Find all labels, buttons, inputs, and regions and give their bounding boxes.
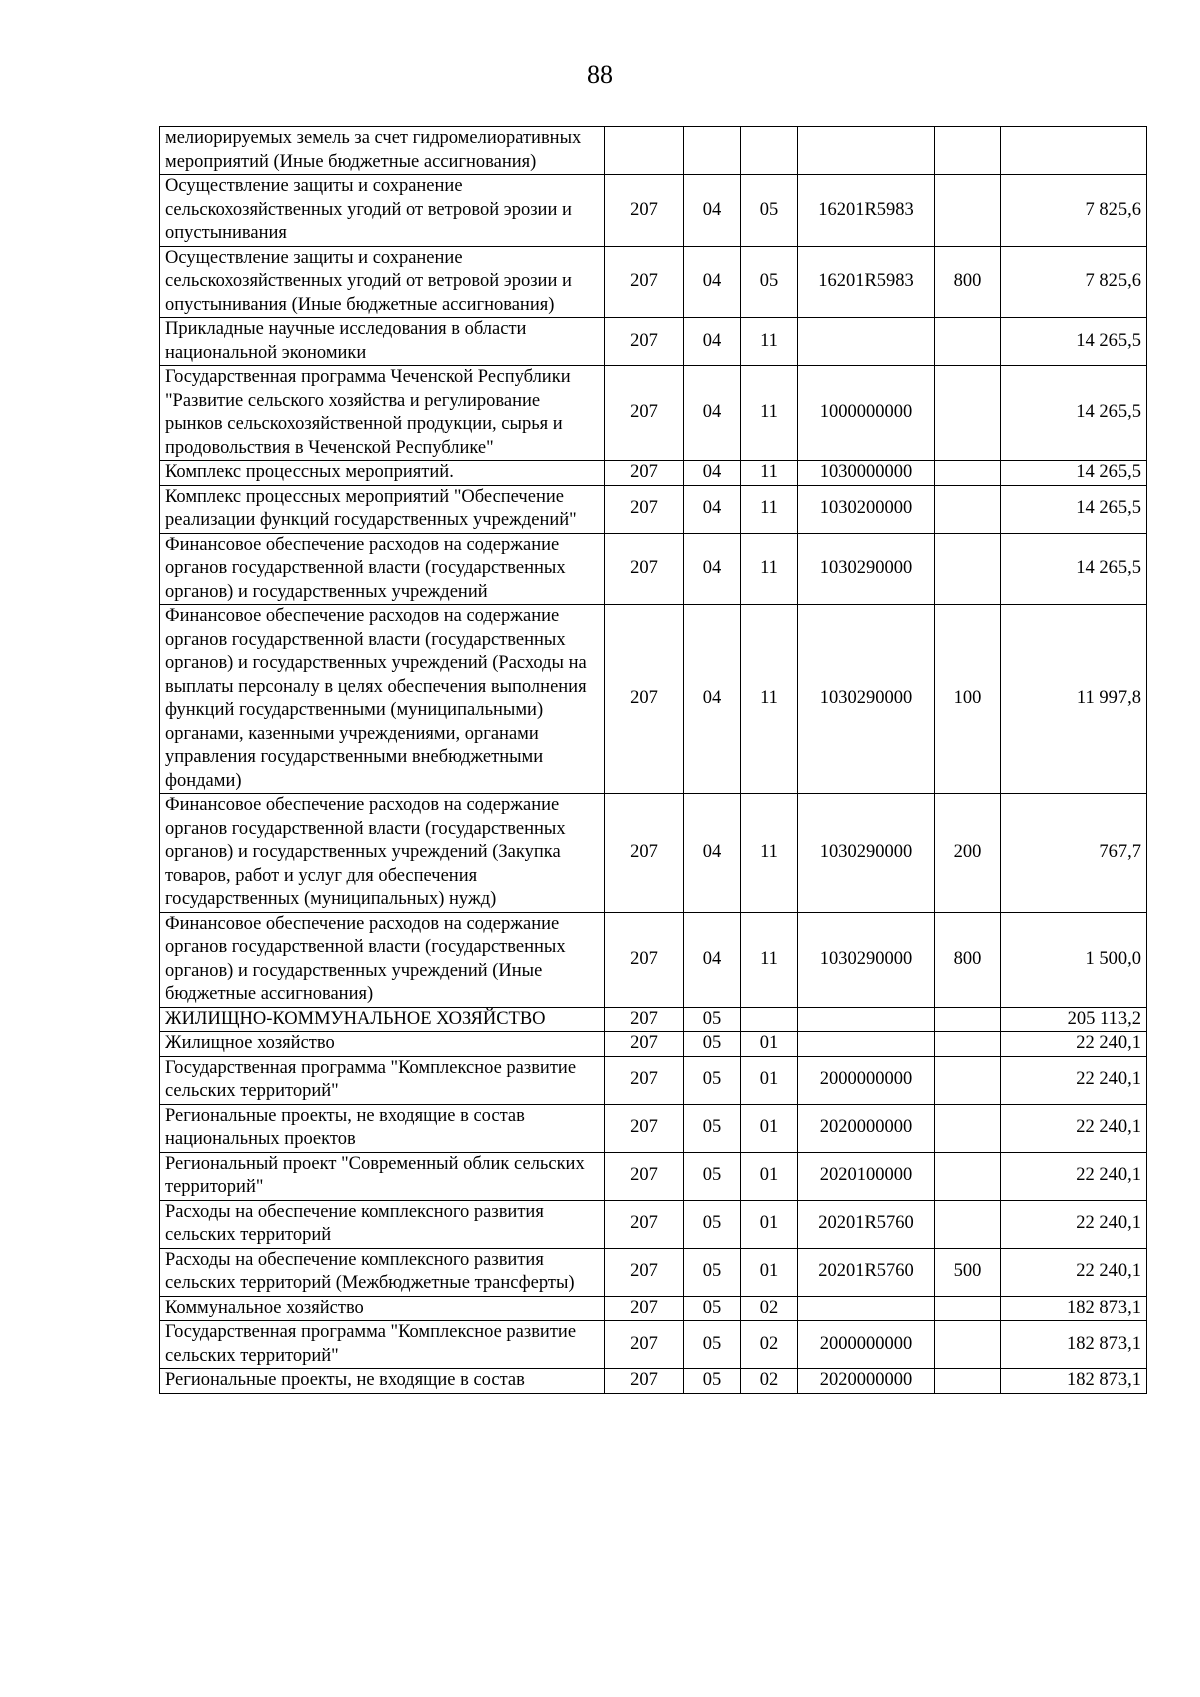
section-code-cell: 04 [684, 318, 741, 366]
expense-type-cell [935, 461, 1001, 486]
section-code-cell: 04 [684, 794, 741, 913]
section-code-cell: 04 [684, 912, 741, 1007]
table-row [160, 1032, 1147, 1057]
subsection-code-cell: 01 [741, 1152, 798, 1200]
expense-type-cell: 200 [935, 794, 1001, 913]
subsection-code-cell: 01 [741, 1056, 798, 1104]
amount-cell: 1 500,0 [1001, 912, 1147, 1007]
target-article-cell: 2000000000 [798, 1056, 935, 1104]
ministry-code-cell: 207 [605, 1369, 684, 1394]
subsection-code-cell: 05 [741, 175, 798, 247]
target-article-cell: 16201R5983 [798, 175, 935, 247]
table-row [160, 605, 1147, 794]
subsection-code-cell: 02 [741, 1321, 798, 1369]
section-code-cell: 05 [684, 1007, 741, 1032]
subsection-code-cell: 11 [741, 912, 798, 1007]
subsection-code-cell: 11 [741, 366, 798, 461]
table-row [160, 794, 1147, 913]
section-code-cell: 04 [684, 485, 741, 533]
expense-type-cell: 500 [935, 1248, 1001, 1296]
target-article-cell: 1030000000 [798, 461, 935, 486]
ministry-code-cell: 207 [605, 1032, 684, 1057]
section-code-cell: 05 [684, 1248, 741, 1296]
target-article-cell [798, 1032, 935, 1057]
ministry-code-cell: 207 [605, 1296, 684, 1321]
row-name-cell: Региональные проекты, не входящие в состав [160, 1369, 605, 1394]
table-row [160, 485, 1147, 533]
row-name-cell: Расходы на обеспечение комплексного развития сельских территорий [160, 1200, 605, 1248]
row-name-cell: Расходы на обеспечение комплексного развития сельских территорий (Межбюджетные трансферты) [160, 1248, 605, 1296]
row-name-cell: Государственная программа "Комплексное развитие сельских территорий" [160, 1056, 605, 1104]
subsection-code-cell: 05 [741, 246, 798, 318]
ministry-code-cell [605, 127, 684, 175]
section-code-cell: 04 [684, 533, 741, 605]
target-article-cell [798, 318, 935, 366]
amount-cell: 7 825,6 [1001, 175, 1147, 247]
expense-type-cell [935, 1104, 1001, 1152]
ministry-code-cell: 207 [605, 1104, 684, 1152]
table-row [160, 1248, 1147, 1296]
target-article-cell: 2020000000 [798, 1369, 935, 1394]
amount-cell: 767,7 [1001, 794, 1147, 913]
amount-cell: 205 113,2 [1001, 1007, 1147, 1032]
subsection-code-cell: 01 [741, 1032, 798, 1057]
expense-type-cell: 100 [935, 605, 1001, 794]
budget-table-body [160, 127, 1147, 1394]
table-row [160, 1152, 1147, 1200]
target-article-cell: 1030290000 [798, 912, 935, 1007]
expense-type-cell [935, 1007, 1001, 1032]
table-row [160, 318, 1147, 366]
target-article-cell: 1030290000 [798, 605, 935, 794]
section-code-cell [684, 127, 741, 175]
ministry-code-cell: 207 [605, 794, 684, 913]
row-name-cell: Жилищное хозяйство [160, 1032, 605, 1057]
row-name-cell: Комплекс процессных мероприятий "Обеспечение реализации функций государственных учреждений" [160, 485, 605, 533]
amount-cell: 11 997,8 [1001, 605, 1147, 794]
ministry-code-cell: 207 [605, 1152, 684, 1200]
expense-type-cell: 800 [935, 246, 1001, 318]
table-row [160, 461, 1147, 486]
target-article-cell: 2020100000 [798, 1152, 935, 1200]
expense-type-cell [935, 485, 1001, 533]
section-code-cell: 05 [684, 1200, 741, 1248]
subsection-code-cell: 11 [741, 605, 798, 794]
ministry-code-cell: 207 [605, 246, 684, 318]
expense-type-cell [935, 1296, 1001, 1321]
amount-cell: 22 240,1 [1001, 1056, 1147, 1104]
subsection-code-cell: 01 [741, 1248, 798, 1296]
target-article-cell: 20201R5760 [798, 1200, 935, 1248]
amount-cell: 22 240,1 [1001, 1200, 1147, 1248]
table-row [160, 1296, 1147, 1321]
table-row [160, 1200, 1147, 1248]
table-row [160, 1369, 1147, 1394]
section-code-cell: 04 [684, 366, 741, 461]
ministry-code-cell: 207 [605, 533, 684, 605]
target-article-cell: 1030200000 [798, 485, 935, 533]
subsection-code-cell: 11 [741, 794, 798, 913]
target-article-cell [798, 127, 935, 175]
table-row [160, 175, 1147, 247]
subsection-code-cell: 11 [741, 533, 798, 605]
target-article-cell: 16201R5983 [798, 246, 935, 318]
ministry-code-cell: 207 [605, 461, 684, 486]
expense-type-cell [935, 1321, 1001, 1369]
expense-type-cell [935, 175, 1001, 247]
table-row [160, 1056, 1147, 1104]
table-row [160, 1104, 1147, 1152]
row-name-cell: Региональные проекты, не входящие в состав национальных проектов [160, 1104, 605, 1152]
section-code-cell: 05 [684, 1104, 741, 1152]
row-name-cell: Финансовое обеспечение расходов на содержание органов государственной власти (государственных органов) и государственных учреждений (Иные бюджетные ассигнования) [160, 912, 605, 1007]
ministry-code-cell: 207 [605, 1056, 684, 1104]
subsection-code-cell: 11 [741, 318, 798, 366]
table-row [160, 366, 1147, 461]
expense-type-cell [935, 1032, 1001, 1057]
target-article-cell: 2000000000 [798, 1321, 935, 1369]
section-code-cell: 05 [684, 1056, 741, 1104]
section-code-cell: 04 [684, 461, 741, 486]
expense-type-cell [935, 1369, 1001, 1394]
expense-type-cell [935, 533, 1001, 605]
amount-cell: 7 825,6 [1001, 246, 1147, 318]
subsection-code-cell [741, 127, 798, 175]
amount-cell: 182 873,1 [1001, 1369, 1147, 1394]
amount-cell: 22 240,1 [1001, 1104, 1147, 1152]
section-code-cell: 04 [684, 175, 741, 247]
row-name-cell: Осуществление защиты и сохранение сельскохозяйственных угодий от ветровой эрозии и опустынивания (Иные бюджетные ассигнования) [160, 246, 605, 318]
row-name-cell: мелиорируемых земель за счет гидромелиоративных мероприятий (Иные бюджетные ассигнования) [160, 127, 605, 175]
amount-cell: 14 265,5 [1001, 366, 1147, 461]
subsection-code-cell: 11 [741, 461, 798, 486]
budget-table [159, 126, 1147, 1394]
target-article-cell: 2020000000 [798, 1104, 935, 1152]
ministry-code-cell: 207 [605, 1200, 684, 1248]
section-code-cell: 05 [684, 1032, 741, 1057]
expense-type-cell [935, 1200, 1001, 1248]
target-article-cell [798, 1296, 935, 1321]
target-article-cell: 1000000000 [798, 366, 935, 461]
amount-cell: 22 240,1 [1001, 1152, 1147, 1200]
subsection-code-cell [741, 1007, 798, 1032]
target-article-cell: 20201R5760 [798, 1248, 935, 1296]
amount-cell: 182 873,1 [1001, 1296, 1147, 1321]
row-name-cell: Финансовое обеспечение расходов на содержание органов государственной власти (государственных органов) и государственных учреждений (Расходы на выплаты персоналу в целях обеспечения выполнения функций государственными (муниципальными) органами, казенными учреждениями, органами управления государственными внебюджетными фондами) [160, 605, 605, 794]
row-name-cell: Прикладные научные исследования в области национальной экономики [160, 318, 605, 366]
ministry-code-cell: 207 [605, 912, 684, 1007]
row-name-cell: ЖИЛИЩНО-КОММУНАЛЬНОЕ ХОЗЯЙСТВО [160, 1007, 605, 1032]
table-row [160, 127, 1147, 175]
section-code-cell: 05 [684, 1296, 741, 1321]
amount-cell: 14 265,5 [1001, 485, 1147, 533]
row-name-cell: Финансовое обеспечение расходов на содержание органов государственной власти (государственных органов) и государственных учреждений [160, 533, 605, 605]
ministry-code-cell: 207 [605, 366, 684, 461]
amount-cell: 14 265,5 [1001, 461, 1147, 486]
table-row [160, 912, 1147, 1007]
ministry-code-cell: 207 [605, 175, 684, 247]
row-name-cell: Осуществление защиты и сохранение сельскохозяйственных угодий от ветровой эрозии и опустынивания [160, 175, 605, 247]
expense-type-cell [935, 1056, 1001, 1104]
row-name-cell: Коммунальное хозяйство [160, 1296, 605, 1321]
expense-type-cell [935, 127, 1001, 175]
expense-type-cell: 800 [935, 912, 1001, 1007]
row-name-cell: Государственная программа Чеченской Республики "Развитие сельского хозяйства и регулирование рынков сельскохозяйственной продукции, сырья и продовольствия в Чеченской Республике" [160, 366, 605, 461]
amount-cell: 14 265,5 [1001, 533, 1147, 605]
row-name-cell: Комплекс процессных мероприятий. [160, 461, 605, 486]
section-code-cell: 04 [684, 605, 741, 794]
target-article-cell [798, 1007, 935, 1032]
amount-cell: 22 240,1 [1001, 1032, 1147, 1057]
subsection-code-cell: 01 [741, 1104, 798, 1152]
expense-type-cell [935, 1152, 1001, 1200]
ministry-code-cell: 207 [605, 1007, 684, 1032]
amount-cell: 22 240,1 [1001, 1248, 1147, 1296]
subsection-code-cell: 02 [741, 1369, 798, 1394]
expense-type-cell [935, 318, 1001, 366]
target-article-cell: 1030290000 [798, 794, 935, 913]
section-code-cell: 04 [684, 246, 741, 318]
row-name-cell: Региональный проект "Современный облик сельских территорий" [160, 1152, 605, 1200]
table-row [160, 533, 1147, 605]
subsection-code-cell: 01 [741, 1200, 798, 1248]
amount-cell: 182 873,1 [1001, 1321, 1147, 1369]
ministry-code-cell: 207 [605, 485, 684, 533]
ministry-code-cell: 207 [605, 1248, 684, 1296]
section-code-cell: 05 [684, 1152, 741, 1200]
amount-cell: 14 265,5 [1001, 318, 1147, 366]
row-name-cell: Государственная программа "Комплексное развитие сельских территорий" [160, 1321, 605, 1369]
subsection-code-cell: 02 [741, 1296, 798, 1321]
section-code-cell: 05 [684, 1321, 741, 1369]
page-number: 88 [587, 60, 613, 89]
table-row [160, 1321, 1147, 1369]
ministry-code-cell: 207 [605, 1321, 684, 1369]
section-code-cell: 05 [684, 1369, 741, 1394]
ministry-code-cell: 207 [605, 318, 684, 366]
subsection-code-cell: 11 [741, 485, 798, 533]
target-article-cell: 1030290000 [798, 533, 935, 605]
table-row [160, 1007, 1147, 1032]
ministry-code-cell: 207 [605, 605, 684, 794]
expense-type-cell [935, 366, 1001, 461]
row-name-cell: Финансовое обеспечение расходов на содержание органов государственной власти (государственных органов) и государственных учреждений (Закупка товаров, работ и услуг для обеспечения государственных (муниципальных) нужд) [160, 794, 605, 913]
table-row [160, 246, 1147, 318]
amount-cell [1001, 127, 1147, 175]
